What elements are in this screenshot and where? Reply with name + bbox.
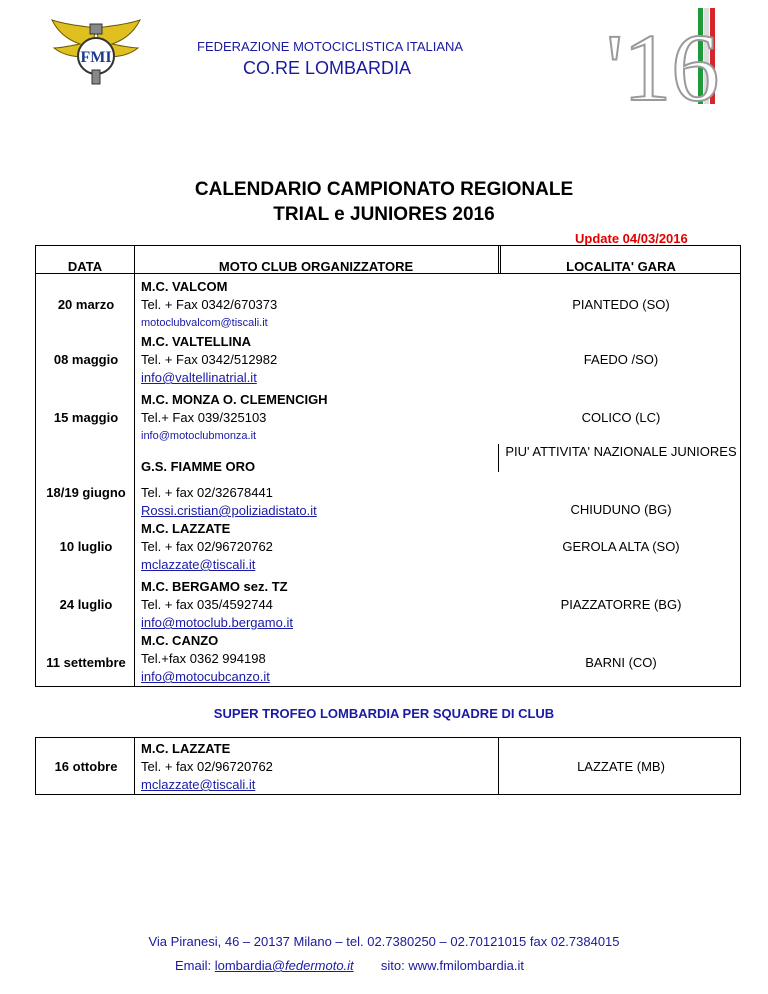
race-location: GEROLA ALTA (SO) [562,539,680,554]
club-email-link[interactable]: info@motocubcanzo.it [141,669,270,684]
col-divider-2 [498,738,499,794]
race-location: PIANTEDO (SO) [572,297,670,312]
year-16-badge [600,8,720,110]
club-email-link[interactable]: Rossi.cristian@poliziadistato.it [141,503,317,518]
logo-letters: FMI [80,49,112,66]
race-location: PIAZZATORRE (BG) [560,597,682,612]
club-phone: Tel. + fax 035/4592744 [141,597,273,612]
club-email-link[interactable]: info@motoclub.bergamo.it [141,615,293,630]
club-name: M.C. VALCOM [141,279,228,294]
regional-committee: CO.RE LOMBARDIA [243,58,412,78]
club-email-link[interactable]: mclazzate@tiscali.it [141,557,256,572]
table-row [141,278,277,332]
row-date: 11 settembre [46,655,126,670]
table-row [141,632,270,686]
club-phone: Tel. + Fax 0342/512982 [141,352,278,367]
race-location: CHIUDUNO (BG) [570,502,672,517]
footer-address: Via Piranesi, 46 – 20137 Milano – tel. 02.7380250 – 02.70121015 fax 02.7384015 [148,934,620,949]
col-divider-2 [498,246,499,274]
club-name: M.C. LAZZATE [141,741,231,756]
club-name: M.C. BERGAMO sez. TZ [141,579,288,594]
table-row [141,458,317,520]
email-label: Email: [175,958,215,973]
calendar-table [35,245,741,687]
super-trofeo-table [35,737,741,795]
club-name: M.C. VALTELLINA [141,334,252,349]
col-header-club: MOTO CLUB ORGANIZZATORE [218,259,414,274]
club-phone: Tel. + fax 02/96720762 [141,539,273,554]
table-row [141,578,293,632]
club-phone: Tel. + Fax 0342/670373 [141,297,278,312]
club-phone: Tel.+ Fax 039/325103 [141,410,267,425]
club-name: M.C. MONZA O. CLEMENCIGH [141,392,328,407]
page-title-line1: CALENDARIO CAMPIONATO REGIONALE [194,179,574,200]
club-name: M.C. CANZO [141,633,219,648]
club-email-link[interactable]: info@motoclubmonza.it [141,430,257,442]
table-row [141,520,273,574]
footer-contacts [175,958,524,973]
table-row [141,333,277,387]
race-location: LAZZATE (MB) [577,759,665,774]
col-header-date: DATA [67,259,103,274]
row-date: 20 marzo [57,297,115,312]
row-date: 18/19 giugno [46,485,126,500]
row-date: 08 maggio [53,352,119,367]
row-date: 24 luglio [59,597,113,612]
club-email-link[interactable]: info@valtellinatrial.it [141,370,257,385]
footer-email-link[interactable]: lombardia@federmoto.it [214,958,354,973]
federation-name: FEDERAZIONE MOTOCICLISTICA ITALIANA [197,39,464,54]
fmi-logo [50,18,142,88]
row-date: 10 luglio [59,539,113,554]
race-location: FAEDO /SO) [583,352,659,367]
race-location: BARNI (CO) [585,655,657,670]
club-name: G.S. FIAMME ORO [141,459,256,474]
page-title-line2: TRIAL e JUNIORES 2016 [273,204,495,225]
location-note: PIU' ATTIVITA' NAZIONALE JUNIORES [505,444,737,459]
club-name: M.C. LAZZATE [141,521,231,536]
loc-note-divider [498,444,499,472]
footer-site[interactable]: sito: www.fmilombardia.it [380,958,524,973]
col-header-location: LOCALITA' GARA [566,259,676,274]
club-phone: Tel.+fax 0362 994198 [141,651,266,666]
table-row [141,740,273,794]
club-phone: Tel. + fax 02/96720762 [141,759,273,774]
club-phone: Tel. + fax 02/32678441 [141,485,273,500]
row-date: 15 maggio [53,410,119,425]
club-email-link[interactable]: motoclubvalcom@tiscali.it [141,317,268,329]
table-row [141,391,328,445]
badge-text: '16 [606,14,720,110]
super-trofeo-title: SUPER TROFEO LOMBARDIA PER SQUADRE DI CLUB [213,706,555,721]
update-date: Update 04/03/2016 [575,231,688,246]
race-location: COLICO (LC) [581,410,661,425]
club-email-link[interactable]: mclazzate@tiscali.it [141,777,256,792]
row-date: 16 ottobre [54,759,118,774]
